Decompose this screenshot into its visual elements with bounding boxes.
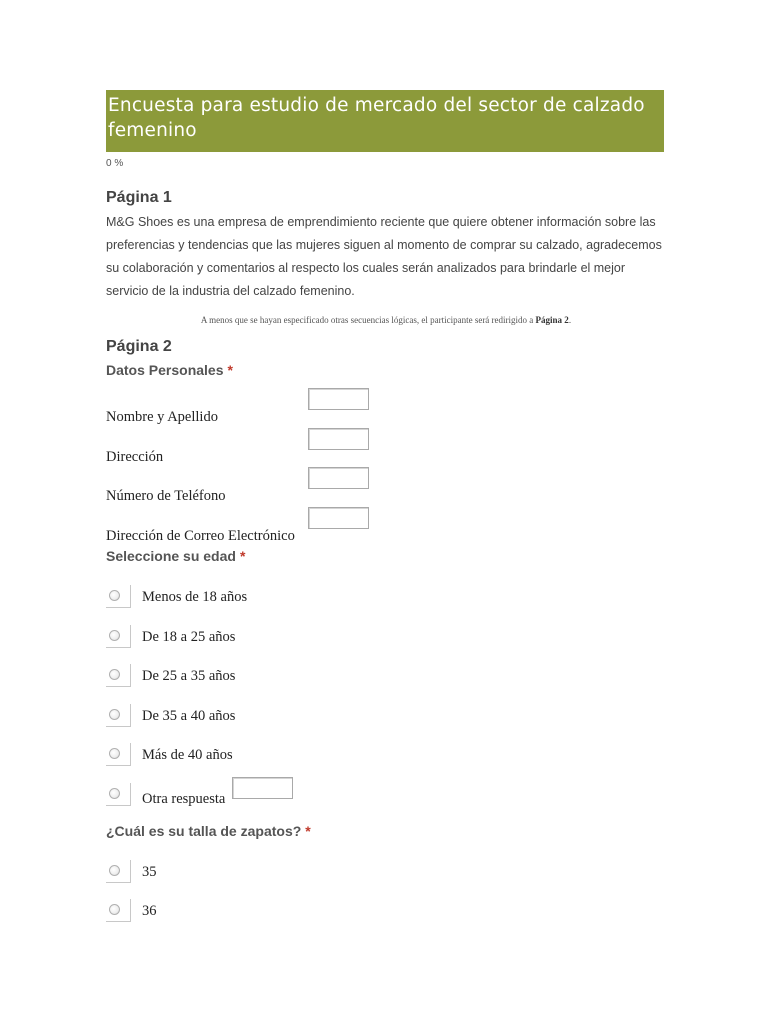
radio-wrapper [106, 899, 131, 922]
field-name-label: Nombre y Apellido [106, 409, 218, 425]
age-option-label: De 25 a 35 años [142, 668, 236, 685]
survey-form [106, 90, 664, 939]
page-1-heading: Página 1 [106, 189, 172, 206]
email-input[interactable] [308, 507, 369, 529]
age-option[interactable] [106, 743, 664, 783]
name-input[interactable] [308, 388, 369, 410]
shoe-size-label: 36 [142, 903, 157, 920]
phone-input[interactable] [308, 467, 369, 489]
age-question-title: Seleccione su edad [106, 548, 236, 564]
age-option[interactable] [106, 625, 664, 665]
page-2-heading: Página 2 [106, 338, 172, 355]
address-input[interactable] [308, 428, 369, 450]
logic-note [106, 315, 666, 325]
age-option-other[interactable] [106, 783, 664, 823]
radio-wrapper [106, 783, 131, 806]
survey-title-banner [106, 90, 664, 152]
shoe-size-label: 35 [142, 863, 157, 880]
age-option-label: De 18 a 25 años [142, 628, 236, 645]
age-option[interactable] [106, 704, 664, 744]
shoe-size-question [106, 823, 664, 839]
field-name-row [106, 399, 664, 439]
required-mark: * [227, 362, 233, 378]
field-email-label: Dirección de Correo Electrónico [106, 527, 295, 544]
required-mark: * [305, 822, 311, 839]
intro-text: M&G Shoes es una empresa de emprendimiento reciente que quiere obtener información sobre las preferencias y tendencias que las mujeres siguen al momento de comprar su calzado, agradecemos su colaboración y comentarios al respecto los cuales serán analizados para brindarle el mejor servicio de la industria del calzado femenino. [106, 215, 662, 298]
other-answer-label: Otra respuesta [142, 790, 226, 807]
shoe-size-option[interactable] [106, 899, 664, 939]
radio-wrapper [106, 585, 131, 608]
radio-button[interactable] [109, 669, 120, 680]
shoe-size-options [106, 860, 664, 939]
progress-indicator: 0 % [106, 158, 124, 169]
required-mark: * [239, 548, 246, 564]
age-option[interactable] [106, 585, 664, 625]
logic-note-target: Página 2 [535, 315, 569, 325]
radio-wrapper [106, 664, 131, 687]
field-email-row [106, 518, 664, 558]
radio-wrapper [106, 860, 131, 883]
age-options [106, 585, 664, 823]
age-option[interactable] [106, 664, 664, 704]
other-answer-input[interactable] [232, 777, 293, 799]
age-option-label: De 35 a 40 años [142, 707, 236, 724]
shoe-size-title: ¿Cuál es su talla de zapatos? [106, 822, 302, 839]
radio-wrapper [106, 743, 131, 766]
radio-button[interactable] [109, 630, 120, 641]
personal-data-question [106, 362, 664, 378]
logic-note-text: A menos que se hayan especificado otras secuencias lógicas, el participante será redirigido a [200, 315, 534, 325]
radio-button[interactable] [109, 590, 120, 601]
radio-button[interactable] [109, 904, 120, 915]
radio-wrapper [106, 704, 131, 727]
radio-button[interactable] [109, 788, 120, 799]
radio-button[interactable] [109, 748, 120, 759]
page-2 [106, 338, 664, 939]
radio-wrapper [106, 625, 131, 648]
field-phone-row [106, 478, 664, 518]
radio-button[interactable] [109, 709, 120, 720]
survey-title: Encuesta para estudio de mercado del sector de calzado femenino [108, 95, 645, 141]
age-option-label: Más de 40 años [142, 747, 233, 764]
shoe-size-option[interactable] [106, 860, 664, 900]
personal-data-title: Datos Personales [106, 362, 224, 378]
field-address-row [106, 439, 664, 479]
personal-data-fields [106, 399, 664, 557]
radio-button[interactable] [109, 865, 120, 876]
age-option-label: Menos de 18 años [142, 589, 248, 605]
field-address-label: Dirección [106, 448, 164, 465]
field-phone-label: Número de Teléfono [106, 488, 226, 504]
logic-note-suffix: . [568, 315, 572, 325]
